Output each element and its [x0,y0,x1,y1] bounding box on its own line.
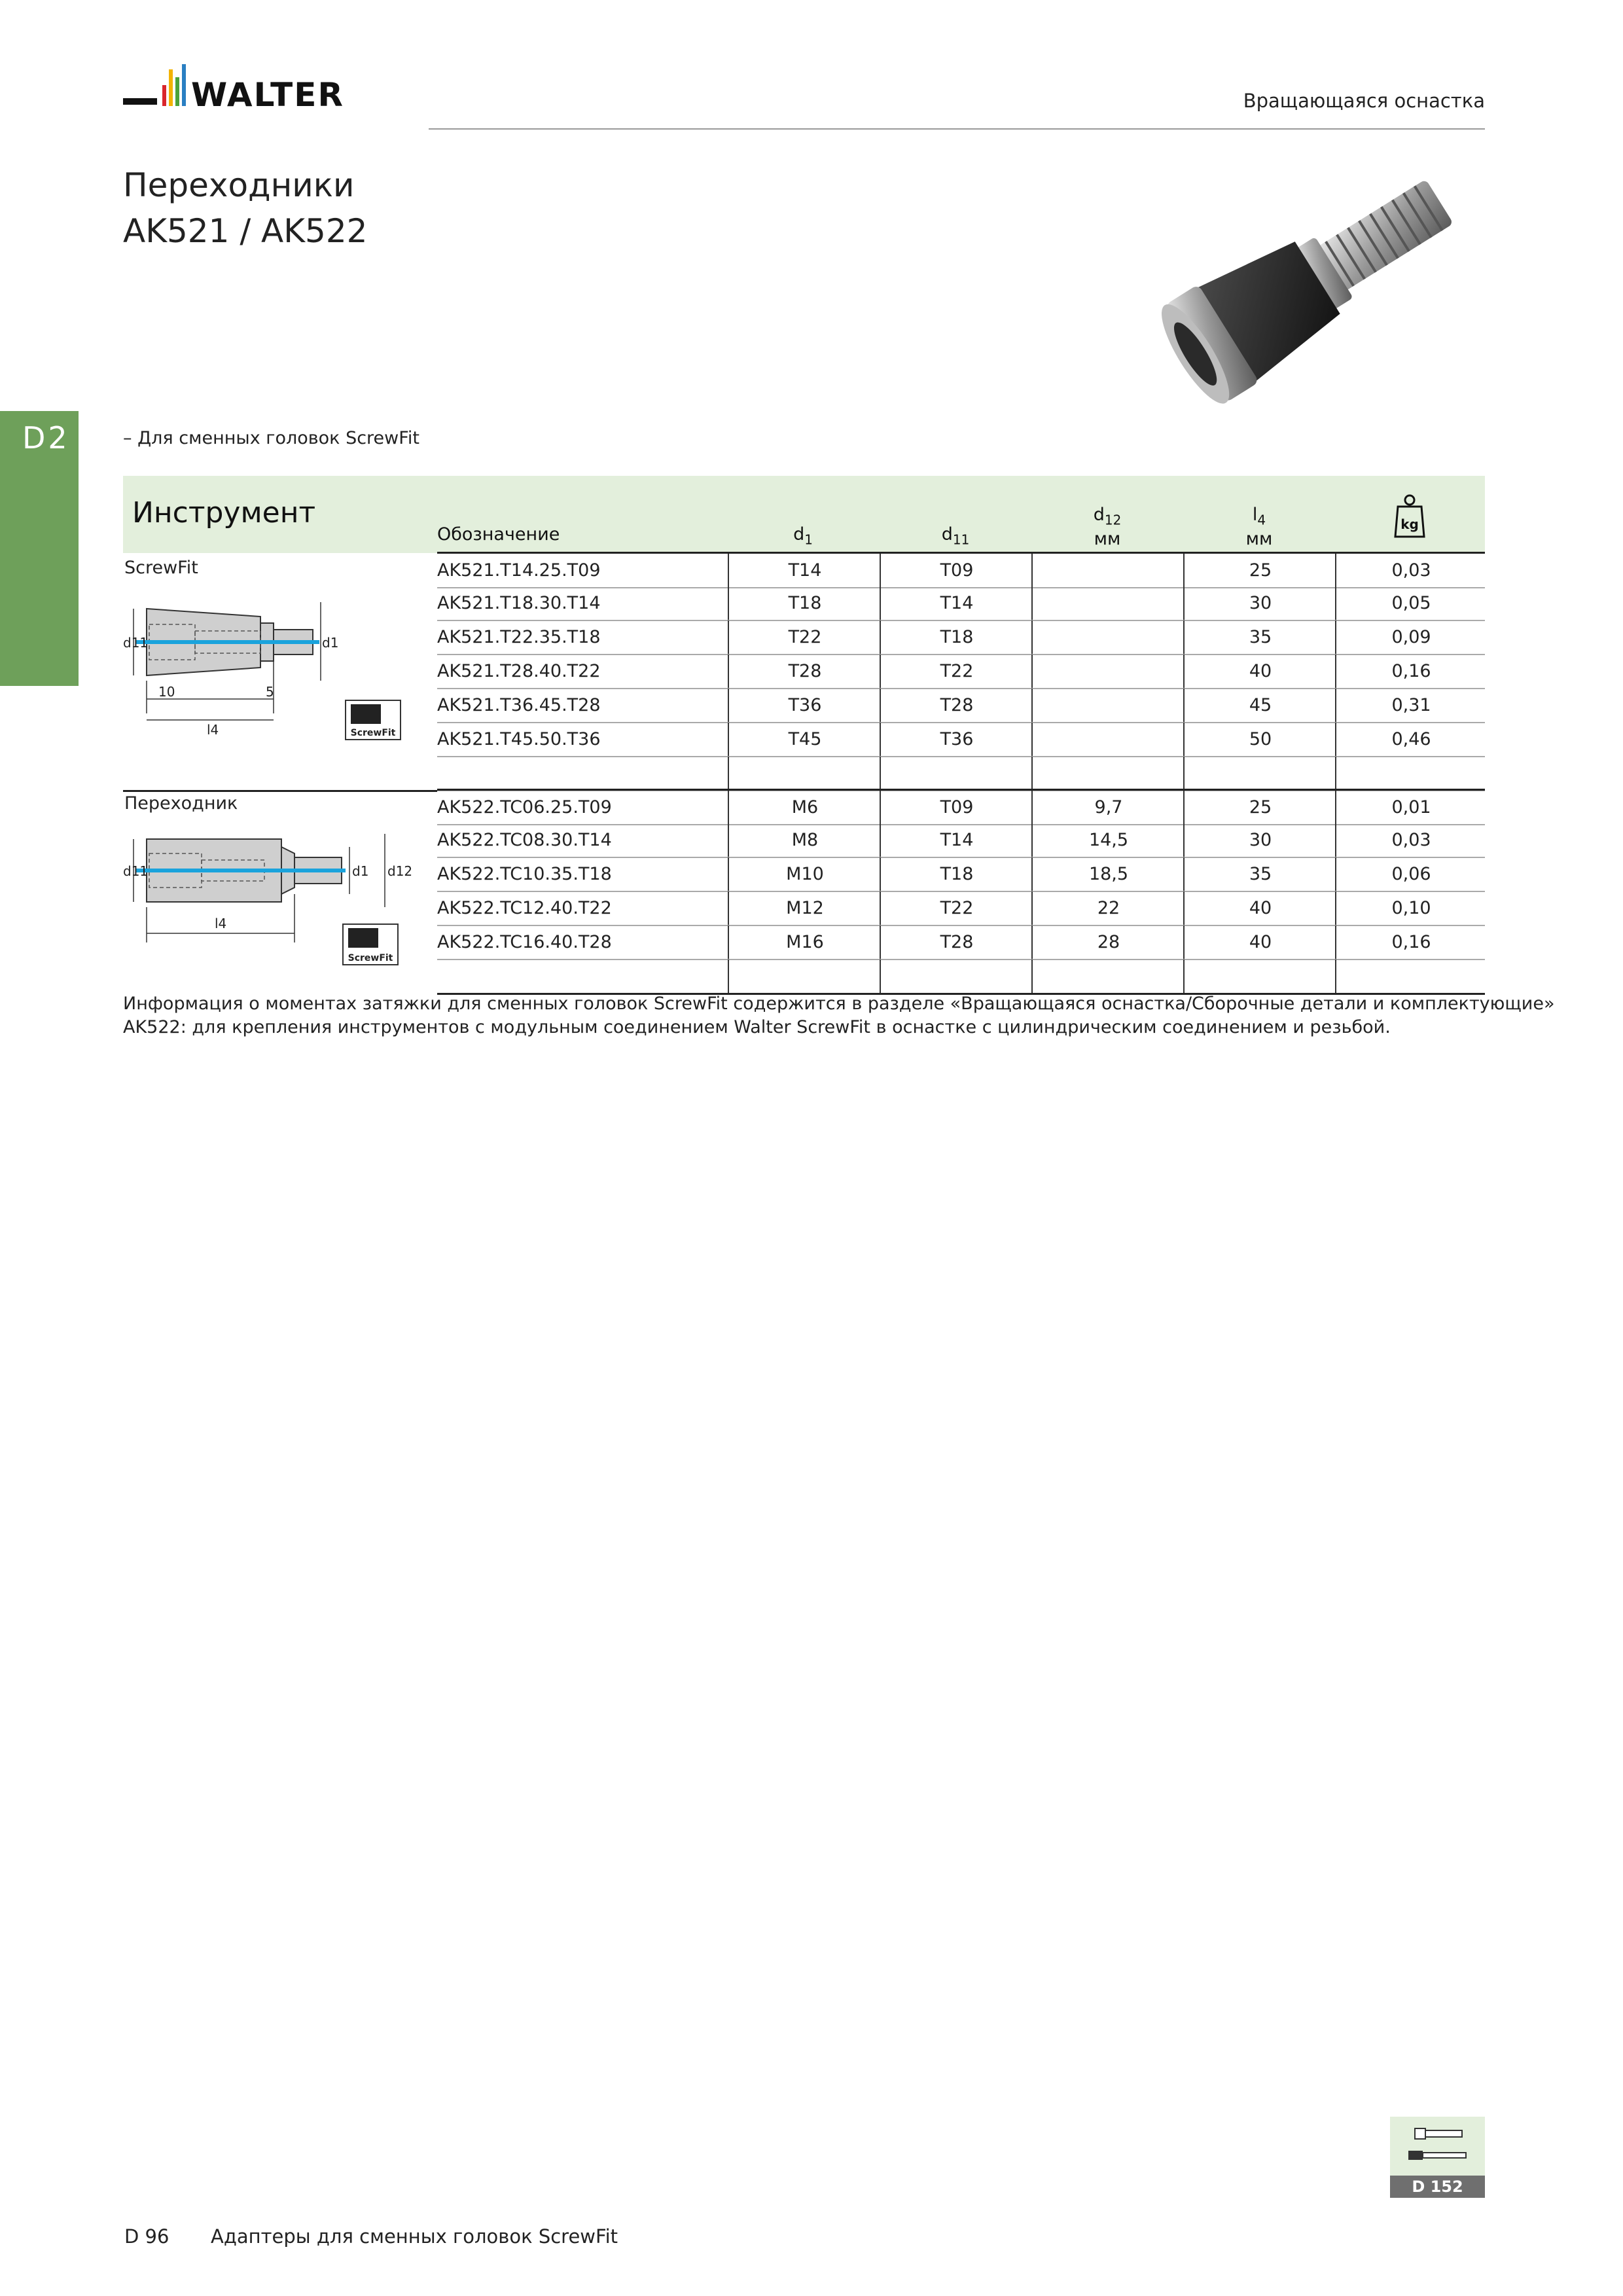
header-rule [429,128,1485,130]
svg-text:d11: d11 [123,635,149,651]
table-row [437,857,1485,892]
technical-drawing-ak522 [123,825,437,975]
cell-d12: 9,7 [1031,791,1185,824]
table-row [437,655,1485,689]
cell-d11: T36 [880,723,1033,756]
cell-designation: AK522.TC06.25.T09 [437,797,612,817]
cell-kg [1335,960,1486,993]
footnote-torque-info: Информация о моментах затяжки для сменных головок ScrewFit содержится в разделе «Вращающаяся оснастка/Сборочные детали и комплектующие» [123,994,1555,1014]
cell-l4: 35 [1183,620,1336,654]
table-row [437,925,1485,960]
cell-d1 [728,757,881,790]
cell-kg: 0,05 [1335,586,1486,620]
cell-designation: AK521.T36.45.T28 [437,695,601,715]
table-row [437,620,1485,655]
table-row [437,689,1485,723]
cell-d12 [1031,960,1185,993]
cell-designation: AK522.TC16.40.T28 [437,932,612,952]
footer-page-number: D 96 [124,2225,169,2248]
weight-kg-icon [1393,492,1427,542]
cell-d12: 22 [1031,891,1185,925]
column-header-l4: $l_4$ мм [1245,505,1273,550]
cell-d11: T28 [880,689,1033,722]
cell-l4: 40 [1183,655,1336,688]
cell-d11: T28 [880,925,1033,959]
cell-d1: T18 [728,586,881,620]
cell-d12 [1031,689,1185,722]
cell-kg: 0,31 [1335,689,1486,722]
cell-d11: T22 [880,891,1033,925]
screw-reference-icon[interactable] [1390,2117,1485,2176]
cell-d12 [1031,586,1185,620]
cell-designation: AK521.T22.35.T18 [437,627,601,647]
table-row [437,586,1485,621]
cell-d1: M6 [728,791,881,824]
svg-text:d1: d1 [322,635,339,651]
svg-text:d12: d12 [387,863,413,879]
cell-d1: T14 [728,554,881,587]
cell-kg: 0,16 [1335,925,1486,959]
cell-d1: M8 [728,823,881,857]
walter-logo [123,60,398,117]
cell-designation: AK521.T14.25.T09 [437,560,601,581]
cell-d1: T36 [728,689,881,722]
cell-l4: 40 [1183,925,1336,959]
product-photo [1139,156,1492,411]
table-row [437,823,1485,858]
svg-text:d1: d1 [352,863,369,879]
cell-d11: T09 [880,554,1033,587]
table-row [437,891,1485,926]
cell-d1: T22 [728,620,881,654]
table-heading-tool: Инструмент [132,496,316,529]
cell-kg: 0,09 [1335,620,1486,654]
svg-text:l4: l4 [215,916,227,931]
cell-d12 [1031,554,1185,587]
column-header-d1: $d_1$ [793,524,813,548]
footnote-ak522-info: AK522: для крепления инструментов с модульным соединением Walter ScrewFit в оснастке с цилиндрическим соединением и резьбой. [123,1017,1391,1037]
cell-d11: T14 [880,823,1033,857]
cell-d11: T18 [880,857,1033,891]
section-side-tab-label: D2 [22,420,70,456]
table-row [437,723,1485,757]
cell-kg: 0,16 [1335,655,1486,688]
cell-designation [437,757,728,790]
svg-text:ScrewFit: ScrewFit [350,728,396,738]
cell-d12: 14,5 [1031,823,1185,857]
cell-d1: M10 [728,857,881,891]
cell-d1: M16 [728,925,881,959]
column-unit-l4: мм [1245,529,1273,550]
svg-text:l4: l4 [207,722,219,738]
cell-d11: T22 [880,655,1033,688]
svg-text:ScrewFit: ScrewFit [348,953,393,963]
cell-d1: T45 [728,723,881,756]
column-header-d12: $d_{12}$ мм [1093,505,1122,550]
page-reference-link[interactable]: D 152 [1390,2176,1485,2198]
cell-kg [1335,757,1486,790]
table-row [437,960,1485,995]
technical-drawing-ak521 [123,589,411,772]
cell-d12 [1031,757,1185,790]
svg-text:WALTER: WALTER [191,76,344,114]
feature-note: – Для сменных головок ScrewFit [123,428,419,448]
cell-designation: AK521.T18.30.T14 [437,593,601,613]
cell-designation: AK522.TC08.30.T14 [437,830,612,850]
cell-designation: AK521.T45.50.T36 [437,729,601,749]
table-row [437,552,1485,588]
cell-d11 [880,757,1033,790]
cell-l4 [1183,960,1336,993]
header-section-title: Вращающаяся оснастка [1243,90,1485,112]
svg-text:d11: d11 [123,863,149,879]
column-header-d11: $d_{11}$ [941,524,970,548]
cell-kg: 0,46 [1335,723,1486,756]
cell-kg: 0,10 [1335,891,1486,925]
page-title-line1: Переходники [123,166,355,204]
cell-d11: T14 [880,586,1033,620]
cell-kg: 0,06 [1335,857,1486,891]
group-label-screwfit: ScrewFit [124,558,198,578]
cell-d11 [880,960,1033,993]
footer-title: Адаптеры для сменных головок ScrewFit [211,2225,618,2248]
cell-l4: 35 [1183,857,1336,891]
table-row [437,757,1485,791]
group-divider [123,790,437,792]
cell-l4: 30 [1183,586,1336,620]
svg-text:kg: kg [1400,516,1419,532]
cell-d11: T09 [880,791,1033,824]
cell-designation: AK522.TC10.35.T18 [437,864,612,884]
cell-d12 [1031,620,1185,654]
cell-d1: T28 [728,655,881,688]
cell-d11: T18 [880,620,1033,654]
cell-kg: 0,03 [1335,823,1486,857]
cell-designation: AK522.TC12.40.T22 [437,898,612,918]
cell-l4: 30 [1183,823,1336,857]
cell-kg: 0,03 [1335,554,1486,587]
page-title [123,162,368,254]
svg-text:10: 10 [158,684,175,700]
cell-l4: 25 [1183,554,1336,587]
cell-d1 [728,960,881,993]
cell-d12 [1031,723,1185,756]
cell-kg: 0,01 [1335,791,1486,824]
column-unit-d12: мм [1094,529,1121,550]
cell-designation [437,960,728,993]
cell-l4: 25 [1183,791,1336,824]
cell-l4 [1183,757,1336,790]
cell-d1: M12 [728,891,881,925]
column-header-designation: Обозначение [437,524,560,545]
cell-d12: 18,5 [1031,857,1185,891]
cell-d12 [1031,655,1185,688]
cell-l4: 45 [1183,689,1336,722]
group-label-adapter: Переходник [124,793,238,814]
cell-d12: 28 [1031,925,1185,959]
cell-l4: 50 [1183,723,1336,756]
cell-designation: AK521.T28.40.T22 [437,661,601,681]
cell-l4: 40 [1183,891,1336,925]
table-row [437,789,1485,825]
svg-text:5: 5 [266,684,274,700]
page-title-line2: AK521 / AK522 [123,212,368,250]
